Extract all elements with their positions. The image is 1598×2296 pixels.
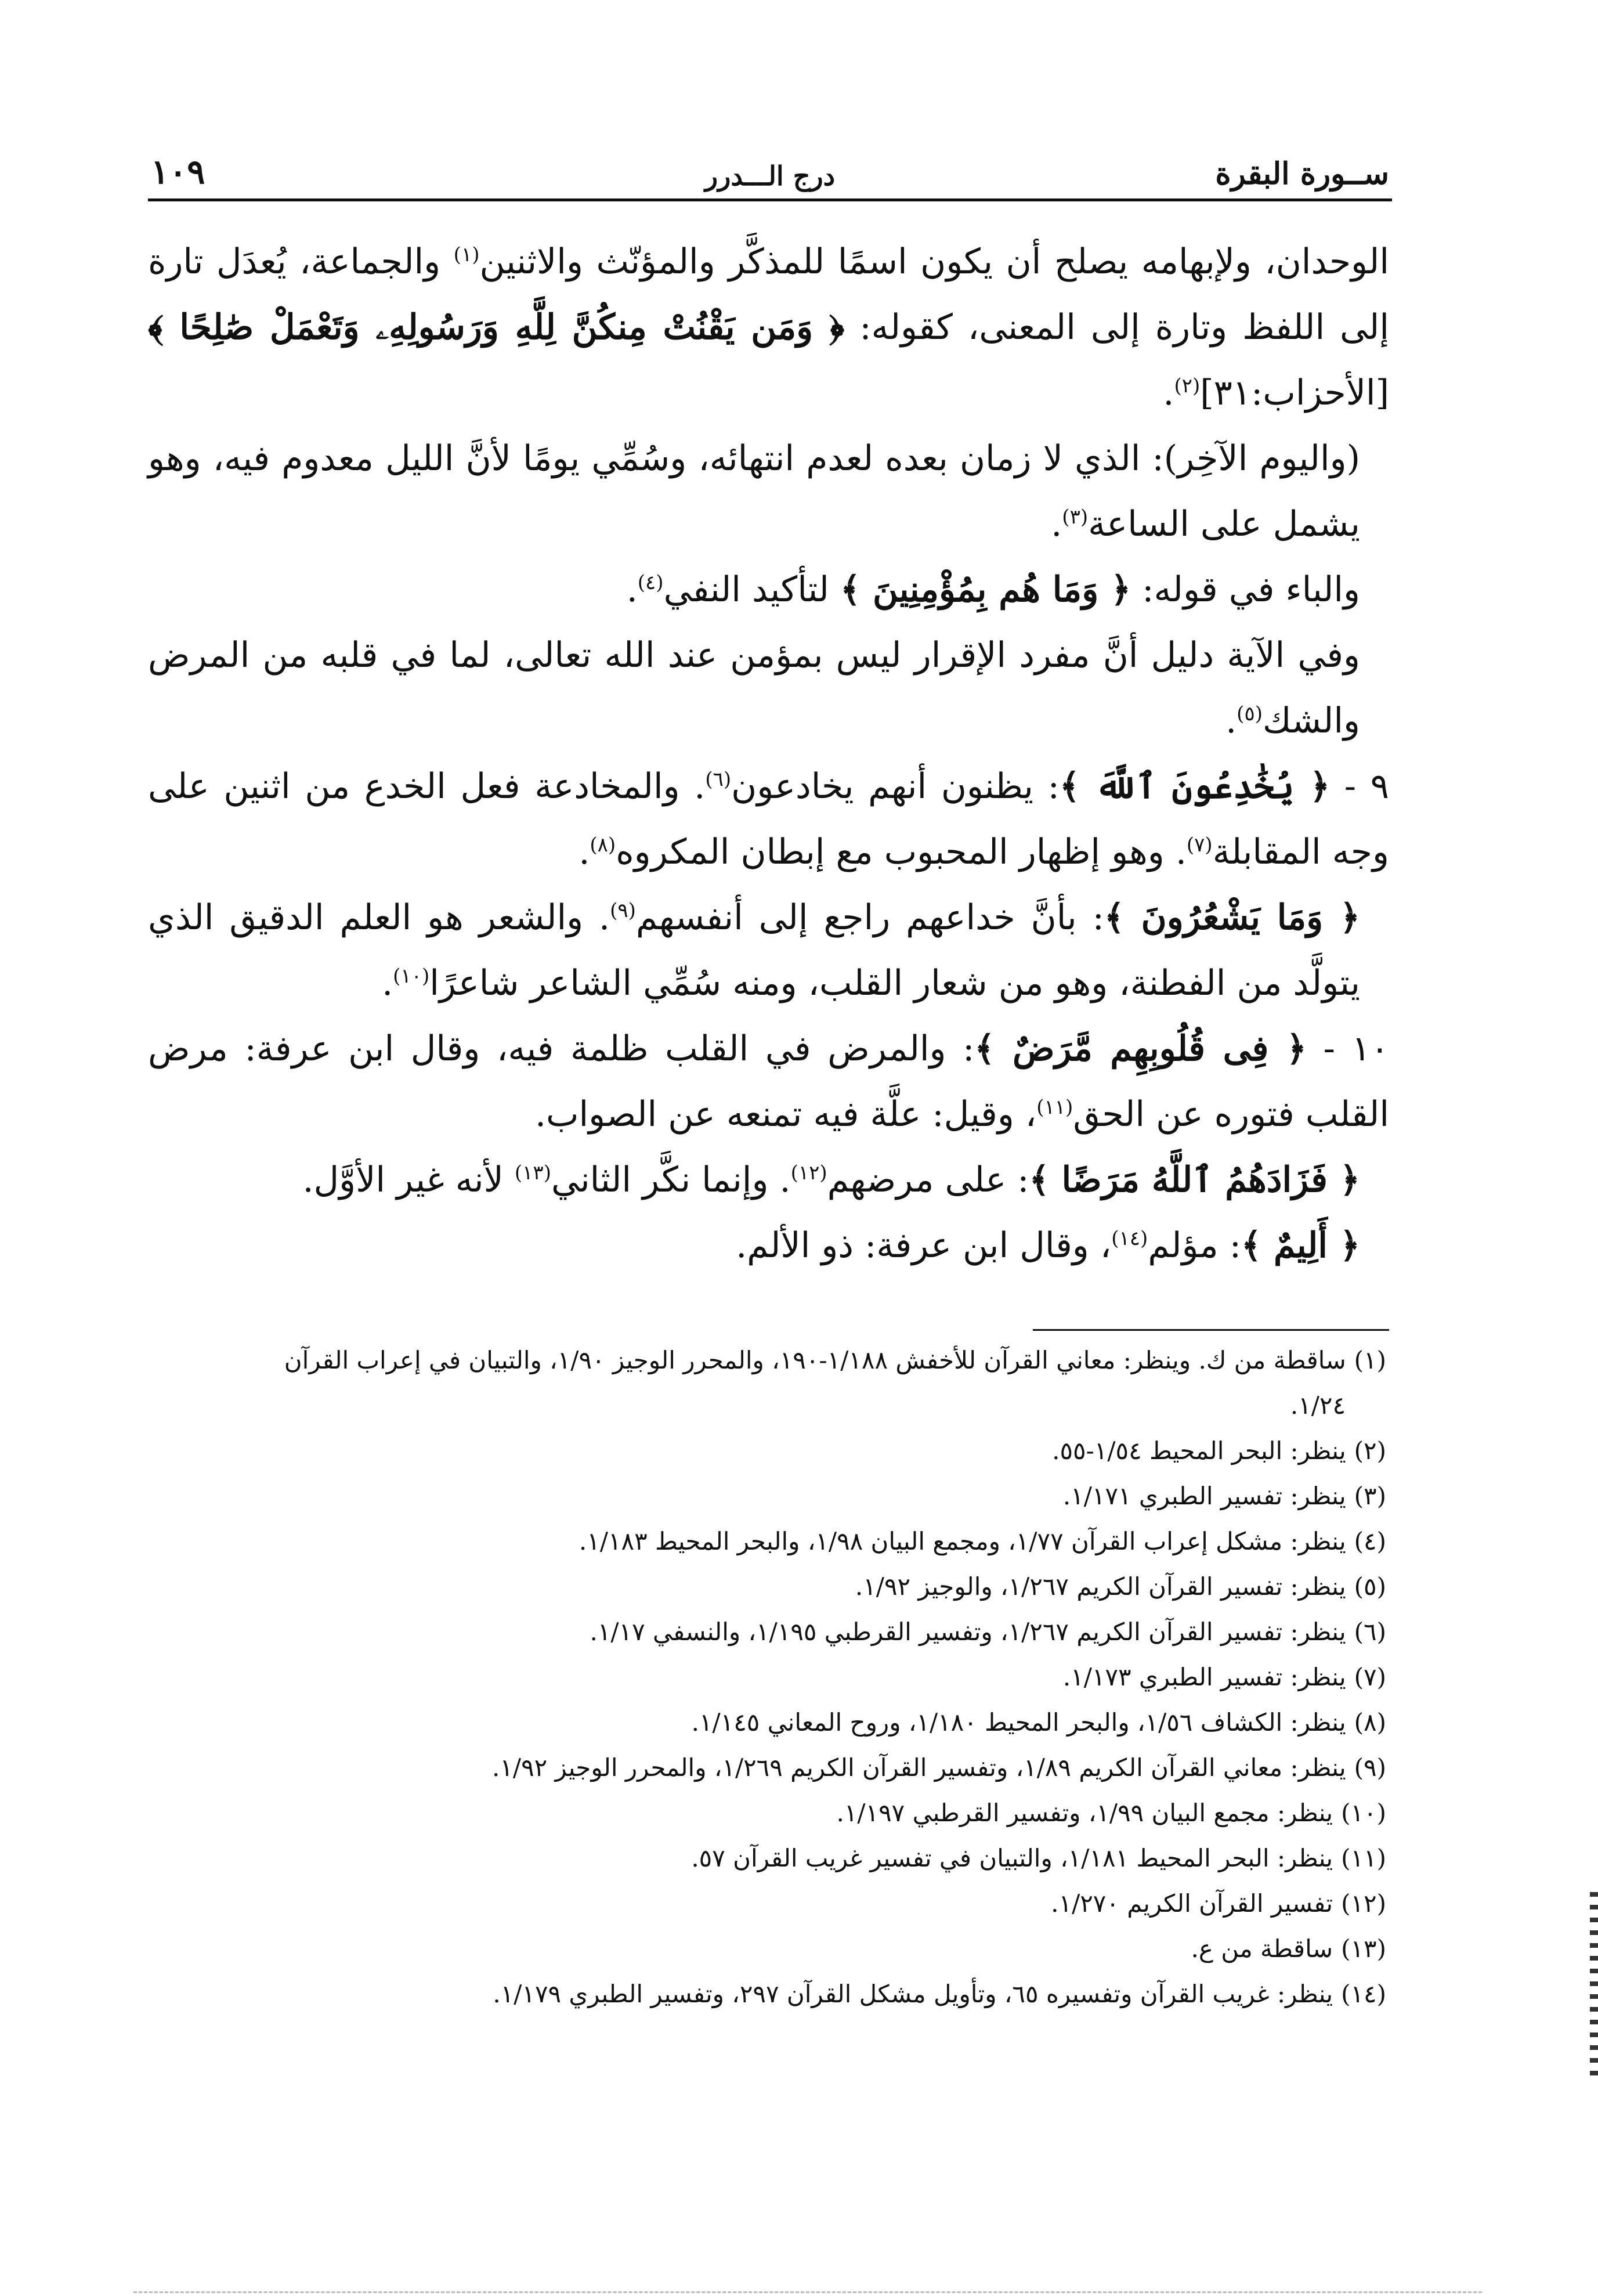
footnote-number: (١٠) [1341, 1799, 1386, 1827]
footnote-ref: (٨) [590, 833, 616, 857]
footnote-ref: (١) [453, 243, 480, 266]
footnote [139, 1972, 1386, 2017]
quran-quote: ﴿ وَمَن يَقْنُتْ مِنكُنَّ لِلَّهِ وَرَسُولِهِۦ وَتَعْمَلْ صَٰلِحًا ﴾ [148, 307, 845, 348]
footnote-text: ينظر: البحر المحيط ١/٥٤-٥٥. [1052, 1436, 1346, 1465]
footnote-text: ينظر: مشكل إعراب القرآن ١/٧٧، ومجمع البيان ١/٩٨، والبحر المحيط ١/١٨٣. [579, 1527, 1346, 1555]
paragraph [148, 1213, 1389, 1279]
paragraph [148, 426, 1389, 557]
footnote [139, 1428, 1386, 1474]
book-title: درج الـــدرر [704, 160, 836, 192]
footnote-ref: (٩) [610, 899, 636, 922]
footnote-ref: (١٢) [790, 1161, 827, 1185]
text-run: . [626, 569, 638, 610]
quran-quote: ﴿ أَلِيمٌ ﴾ [1241, 1225, 1360, 1266]
quran-quote: ﴿ فِى قُلُوبِهِم مَّرَضٌ ﴾ [974, 1028, 1307, 1069]
footnote-ref: (١١) [1036, 1096, 1073, 1119]
footnote-number: (٤) [1354, 1527, 1386, 1555]
text-run: الوحدان، ولإبهامه يصلح أن يكون اسمًا للمذكَّر والمؤنّث والاثنين [479, 241, 1389, 282]
footnote-text: ينظر: معاني القرآن الكريم ١/٨٩، وتفسير القرآن الكريم ١/٢٦٩، والمحرر الوجيز ١/٩٢. [492, 1753, 1346, 1782]
footnote-number: (١) [1354, 1346, 1386, 1374]
footnote-ref: (٦) [705, 768, 732, 791]
text-run: . [579, 832, 590, 872]
footnote-ref: (٤) [637, 571, 664, 594]
header-rule [148, 198, 1392, 201]
text-run: : يظنون أنهم يخادعون [731, 766, 1060, 807]
footnote-number: (٦) [1354, 1618, 1386, 1646]
paragraph [148, 229, 1389, 426]
paragraph [148, 1016, 1389, 1147]
footnote-number: (١٢) [1341, 1889, 1386, 1918]
text-run: ٩ - [1330, 766, 1390, 807]
footnote-text: ينظر: الكشاف ١/٥٦، والبحر المحيط ١/١٨٠، وروح المعاني ١/١٤٥. [691, 1708, 1346, 1737]
text-run: . وهو إظهار المحبوب مع إبطان المكروه [616, 832, 1187, 872]
paragraph [148, 754, 1389, 885]
footnote-text: ينظر: تفسير الطبري ١/١٧١. [1062, 1482, 1346, 1510]
text-run: : بأنَّ خداعهم راجع إلى أنفسهم [635, 897, 1104, 938]
quran-quote: ﴿ وَمَا يَشْعُرُونَ ﴾ [1104, 897, 1360, 938]
main-text [148, 229, 1389, 1279]
paragraph [148, 1147, 1389, 1213]
text-run: ١٠ - [1306, 1028, 1389, 1069]
footnote-rule [1033, 1329, 1389, 1331]
footnote-number: (١١) [1341, 1844, 1386, 1872]
footnote-continuation: ١/٢٤. [1290, 1391, 1346, 1420]
text-run: والباء في قوله: [1131, 569, 1360, 610]
footnote-text: ساقطة من ع. [1191, 1934, 1333, 1963]
text-run: . [1051, 504, 1062, 544]
footnote [139, 1655, 1386, 1700]
text-run: وفي الآية دليل أنَّ مفرد الإقرار ليس بمؤمن عند الله تعالى، لما في قلبه من المرض والشك [148, 635, 1360, 741]
footnote-text: ينظر: تفسير الطبري ١/١٧٣. [1062, 1663, 1346, 1691]
text-run: : مؤلم [1148, 1225, 1241, 1266]
text-run: ، وقيل: علَّة فيه تمنعه عن الصواب. [534, 1094, 1037, 1135]
footnote [139, 1519, 1386, 1564]
quran-quote: ﴿ فَزَادَهُمُ ٱللَّهُ مَرَضًا ﴾ [1029, 1160, 1360, 1200]
footnote-number: (٨) [1354, 1708, 1386, 1737]
quran-quote: ﴿ وَمَا هُم بِمُؤْمِنِينَ ﴾ [840, 569, 1131, 610]
text-run: . وإنما نكَّر الثاني [551, 1160, 791, 1200]
text-run: والجماعة، يُعدَل تارة إلى اللفظ وتارة إلى المعنى، كقوله: [148, 241, 1390, 348]
paragraph [148, 557, 1389, 623]
footnote-ref: (١٤) [1111, 1227, 1148, 1250]
paragraph [148, 623, 1389, 754]
footnote-ref: (٥) [1237, 702, 1263, 725]
surah-name: ســورة البقرة [1215, 156, 1389, 192]
text-run: : والمرض في القلب ظلمة فيه، وقال ابن عرفة: مرض القلب فتوره عن الحق [148, 1028, 1389, 1135]
footnote [139, 1836, 1386, 1881]
footnote-text: ينظر: مجمع البيان ١/٩٩، وتفسير القرطبي ١/١٩٧. [836, 1799, 1333, 1827]
footnote [139, 1564, 1386, 1609]
footnote-number: (٧) [1354, 1663, 1386, 1691]
footnotes [139, 1338, 1386, 2017]
footnote-number: (٣) [1354, 1482, 1386, 1510]
text-run: . [1163, 373, 1174, 413]
footnote [139, 1700, 1386, 1745]
text-run: : على مرضهم [827, 1160, 1029, 1200]
text-run: (واليوم الآخِر): الذي لا زمان بعده لعدم انتهائه، وسُمِّي يومًا لأنَّ الليل معدوم فيه، وهو يشمل على الساعة [148, 438, 1360, 544]
footnote [139, 1474, 1386, 1519]
footnote [139, 1881, 1386, 1926]
paragraph [148, 885, 1389, 1016]
page-number: ١٠٩ [151, 152, 205, 192]
footnote-text: ينظر: البحر المحيط ١/١٨١، والتبيان في تفسير غريب القرآن ٥٧. [691, 1844, 1333, 1872]
footnote-number: (٥) [1354, 1572, 1386, 1601]
footnote-text: ينظر: غريب القرآن وتفسيره ٦٥، وتأويل مشكل القرآن ٢٩٧، وتفسير الطبري ١/١٧٩. [493, 1980, 1333, 2008]
scan-bottom-edge [133, 2291, 1482, 2293]
footnote [139, 1745, 1386, 1790]
footnote-text: تفسير القرآن الكريم ١/٢٧٠. [1051, 1889, 1333, 1918]
footnote-number: (١٤) [1341, 1980, 1386, 2008]
footnote [139, 1790, 1386, 1836]
footnote-ref: (٣) [1062, 506, 1089, 529]
footnote-text: ساقطة من ك. وينظر: معاني القرآن للأخفش ١/١٨٨-١٩٠، والمحرر الوجيز ١/٩٠، والتبيان في إعراب القرآن [284, 1346, 1346, 1374]
footnote-number: (١٣) [1341, 1934, 1386, 1963]
footnote-number: (٢) [1354, 1436, 1386, 1465]
text-run: . [382, 963, 393, 1003]
footnote-text: ينظر: تفسير القرآن الكريم ١/٢٦٧، والوجيز ١/٩٢. [855, 1572, 1346, 1601]
quran-quote: ﴿ يُخَٰدِعُونَ ٱللَّهَ ﴾ [1059, 766, 1331, 807]
footnote-ref: (١٣) [514, 1161, 551, 1185]
footnote [139, 1338, 1386, 1383]
footnote-text: ينظر: تفسير القرآن الكريم ١/٢٦٧، وتفسير القرطبي ١/١٩٥، والنسفي ١/١٧. [590, 1618, 1346, 1646]
footnote-ref: (٢) [1174, 374, 1201, 398]
footnote-ref: (١٠) [393, 965, 430, 988]
text-run: ، وقال ابن عرفة: ذو الألم. [736, 1225, 1112, 1266]
text-run: . والشعر هو العلم الدقيق الذي يتولَّد من الفطنة، وهو من شعار القلب، ومنه سُمِّي الشاعر شاعرًا [148, 897, 1360, 1003]
scan-edge-mark [1590, 1892, 1598, 2084]
text-run: لأنه غير الأوَّل. [302, 1160, 515, 1200]
footnote [139, 1926, 1386, 1972]
text-run: . والمخادعة فعل الخدع من اثنين على وجه المقابلة [148, 766, 1389, 872]
text-run: . [1225, 701, 1237, 741]
footnote [139, 1609, 1386, 1655]
running-header [151, 152, 1389, 197]
text-run: [الأحزاب:٣١] [1200, 373, 1389, 413]
footnote-ref: (٧) [1186, 833, 1213, 857]
footnote-number: (٩) [1354, 1753, 1386, 1782]
text-run: لتأكيد النفي [663, 569, 840, 610]
